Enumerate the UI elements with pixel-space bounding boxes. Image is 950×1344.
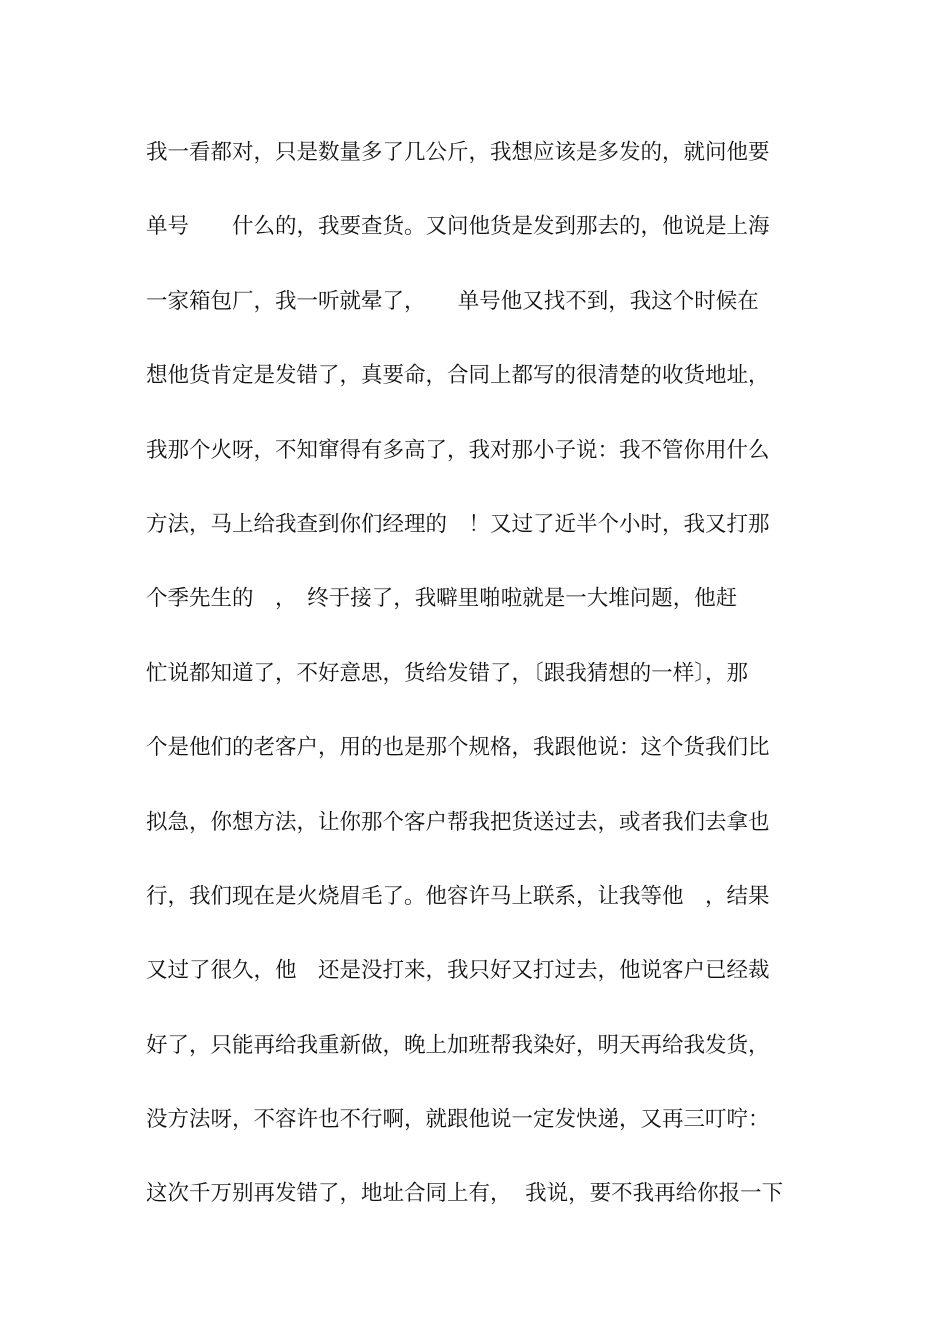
text-line: 方法，马上给我查到你们经理的 ！又过了近半个小时，我又打那 bbox=[146, 511, 770, 537]
text-line: 好了，只能再给我重新做，晚上加班帮我染好，明天再给我发货， bbox=[146, 1032, 770, 1058]
body-text bbox=[146, 133, 826, 1249]
text-line: 个是他们的老客户，用的也是那个规格，我跟他说：这个货我们比 bbox=[146, 735, 770, 761]
text-line: 没方法呀，不容许也不行啊，就跟他说一定发快递，又再三叮咛： bbox=[146, 1107, 770, 1133]
text-line: 个季先生的 ， 终于接了，我噼里啪啦就是一大堆问题，他赶 bbox=[146, 586, 738, 612]
text-line: 忙说都知道了，不好意思，货给发错了，〔跟我猜想的一样〕，那 bbox=[146, 660, 749, 686]
text-line: 我一看都对，只是数量多了几公斤，我想应该是多发的，就问他要 bbox=[146, 140, 770, 165]
text-line: 这次千万别再发错了，地址合同上有， 我说，要不我再给你报一下 bbox=[146, 1181, 784, 1207]
text-line: 一家箱包厂，我一听就晕了， 单号他又找不到，我这个时候在 bbox=[146, 288, 759, 314]
text-line: 又过了很久，他 还是没打来，我只好又打过去，他说客户已经裁 bbox=[146, 958, 770, 984]
text-line: 拟急，你想方法，让你那个客户帮我把货送过去，或者我们去拿也 bbox=[146, 809, 770, 835]
text-line: 想他货肯定是发错了，真要命，合同上都写的很清楚的收货地址， bbox=[146, 363, 770, 389]
text-line: 行，我们现在是火烧眉毛了。他容许马上联系，让我等他 ，结果 bbox=[146, 883, 770, 909]
text-line: 我那个火呀，不知窜得有多高了，我对那小子说：我不管你用什么 bbox=[146, 437, 770, 463]
text-line: 单号 什么的，我要查货。又问他货是发到那去的，他说是上海 bbox=[146, 214, 770, 240]
